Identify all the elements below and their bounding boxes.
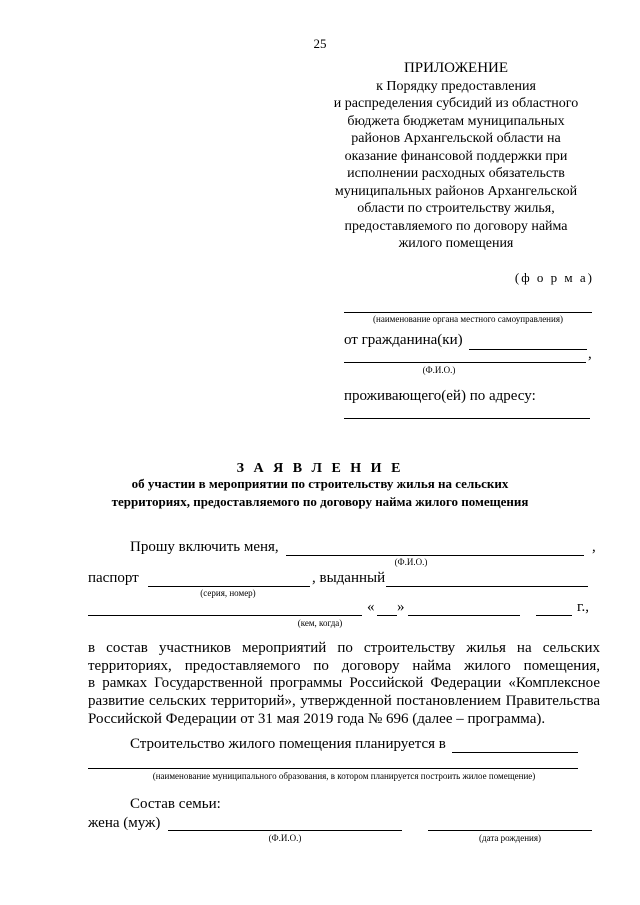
year-suffix: г., bbox=[577, 599, 589, 615]
page-number: 25 bbox=[313, 36, 327, 51]
appendix-line: исполнении расходных обязательств bbox=[347, 166, 565, 181]
issued-by-caption: (кем, когда) bbox=[297, 618, 343, 628]
residing-label: проживающего(ей) по адресу: bbox=[344, 388, 536, 404]
passport-number-line[interactable] bbox=[148, 586, 310, 587]
body-paragraph bbox=[88, 640, 600, 729]
appendix-line: районов Архангельской области на bbox=[351, 131, 561, 146]
day-line[interactable] bbox=[377, 615, 397, 616]
fio-caption: (Ф.И.О.) bbox=[422, 365, 456, 375]
fio-caption: (Ф.И.О.) bbox=[394, 557, 428, 567]
municipality-caption: (наименование муниципального образования, в котором планируется построить жилое помещение) bbox=[152, 771, 536, 781]
appendix-line: и распределения субсидий из областного bbox=[333, 96, 579, 111]
paragraph-line: в состав участников мероприятий по строительству жилья на сельских bbox=[88, 640, 600, 656]
spouse-fio-caption: (Ф.И.О.) bbox=[268, 833, 302, 843]
spouse-label: жена (муж) bbox=[88, 815, 161, 831]
spouse-name-line[interactable] bbox=[168, 830, 402, 831]
quote-close: » bbox=[397, 599, 405, 615]
birth-date-line[interactable] bbox=[428, 830, 592, 831]
appendix-block bbox=[318, 60, 594, 253]
family-label: Состав семьи: bbox=[130, 796, 221, 812]
issuer-line[interactable] bbox=[88, 615, 362, 616]
statement-subtitle-2: территориях, предоставляемого по договору найма жилого помещения bbox=[111, 494, 529, 509]
appendix-line: предоставляемого по договору найма bbox=[344, 218, 568, 234]
citizen-name-line-1[interactable] bbox=[469, 349, 587, 350]
municipality-line-1[interactable] bbox=[452, 752, 578, 753]
issued-by-line[interactable] bbox=[386, 586, 588, 587]
paragraph-line: территориях, предоставляемого по договору найма жилого помещения, bbox=[88, 657, 600, 674]
appendix-line: бюджета бюджетам муниципальных bbox=[347, 113, 565, 129]
month-line[interactable] bbox=[408, 615, 520, 616]
appendix-line: оказание финансовой поддержки при bbox=[344, 148, 568, 164]
quote-open: « bbox=[367, 599, 375, 615]
passport-label: паспорт bbox=[88, 570, 139, 586]
form-label: (ф о р м а) bbox=[514, 270, 594, 285]
appendix-line: области по строительству жилья, bbox=[357, 201, 555, 216]
comma: , bbox=[592, 539, 596, 555]
municipality-line-2[interactable] bbox=[88, 768, 578, 769]
citizen-name-line-2[interactable] bbox=[344, 362, 586, 363]
address-line[interactable] bbox=[344, 418, 590, 419]
organ-name-line[interactable] bbox=[344, 312, 592, 313]
statement-title: З А Я В Л Е Н И Е bbox=[236, 461, 404, 476]
comma: , bbox=[588, 346, 592, 362]
birth-date-caption: (дата рождения) bbox=[479, 833, 541, 843]
construction-text: Строительство жилого помещения планируется в bbox=[130, 736, 446, 752]
organ-name-caption: (наименование органа местного самоуправления) bbox=[373, 314, 563, 324]
series-caption: (серия, номер) bbox=[200, 588, 256, 598]
year-line[interactable] bbox=[536, 615, 572, 616]
applicant-name-line[interactable] bbox=[286, 555, 584, 556]
appendix-line: жилого помещения bbox=[398, 236, 514, 251]
appendix-line: муниципальных районов Архангельской bbox=[334, 183, 578, 199]
paragraph-line: в рамках Государственной программы Российской Федерации «Комплексное bbox=[88, 675, 600, 692]
paragraph-line: развитие сельских территорий», утвержденной постановлением Правительства bbox=[88, 693, 600, 710]
from-citizen-label: от гражданина(ки) bbox=[344, 332, 463, 348]
statement-subtitle-1: об участии в мероприятии по строительству жилья на сельских bbox=[131, 476, 509, 491]
appendix-heading: ПРИЛОЖЕНИЕ bbox=[403, 60, 509, 76]
appendix-line: к Порядку предоставления bbox=[376, 78, 536, 94]
issued-label: , выданный bbox=[312, 570, 386, 586]
paragraph-line: Российской Федерации от 31 мая 2019 года № 696 (далее – программа). bbox=[88, 710, 546, 727]
request-text: Прошу включить меня, bbox=[130, 539, 279, 555]
